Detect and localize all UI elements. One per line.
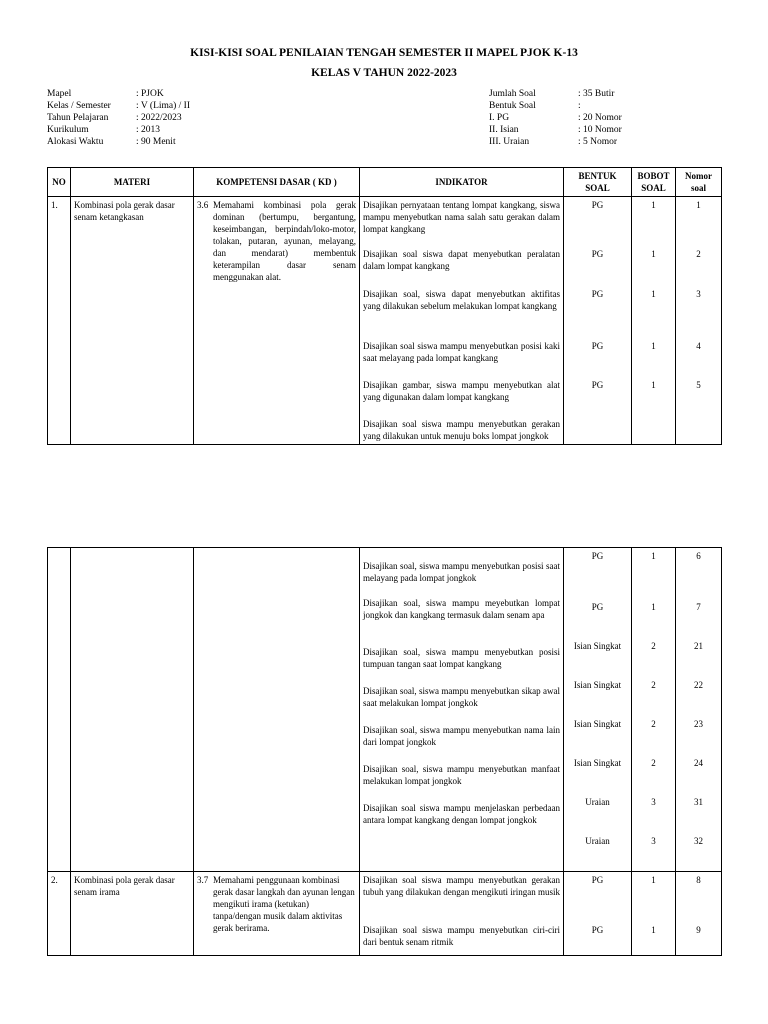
cell-no: 2. [48, 872, 71, 956]
cell-kd [194, 197, 360, 445]
indikator-item: Disajikan soal, siswa mampu menyebutkan posisi saat melayang pada lompat jongkok [363, 561, 560, 583]
nomor-item: 24 [694, 758, 703, 768]
header-no: NO [48, 168, 71, 197]
meta-key: Mapel [47, 89, 72, 99]
kd-text: Memahami penggunaan kombinasi gerak dasar langkah dan ayunan lengan mengikuti irama (ketukan) tanpa/dengan musik dalam aktivitas gerak berirama. [213, 875, 355, 933]
cell-no [48, 548, 71, 872]
cell-materi: Kombinasi pola gerak dasar senam ketangkasan [71, 197, 194, 445]
cell-bobot [632, 872, 676, 956]
nomor-item: 8 [696, 875, 701, 885]
meta-left [47, 88, 190, 148]
nomor-item: 7 [696, 602, 701, 612]
bobot-item: 1 [651, 200, 656, 210]
indikator-item: Disajikan soal, siswa mampu menyebutkan sikap awal saat melakukan lompat jongkok [363, 686, 560, 708]
header-nomor-soal: Nomor soal [676, 168, 722, 197]
nomor-item: 5 [696, 380, 701, 390]
meta-value: : 2022/2023 [136, 113, 182, 123]
meta-value: : V (Lima) / II [136, 101, 190, 111]
document-title: KISI-KISI SOAL PENILAIAN TENGAH SEMESTER II MAPEL PJOK K-13 [190, 47, 578, 59]
bobot-item: 3 [651, 797, 656, 807]
meta-key: Kelas / Semester [47, 101, 111, 111]
meta-right [489, 88, 622, 148]
bentuk-item: PG [591, 925, 604, 935]
indikator-item: Disajikan soal siswa mampu menyebutkan gerakan yang dilakukan untuk menuju boks lompat jongkok [363, 419, 560, 441]
table-header-row [48, 168, 722, 197]
meta-value: : 2013 [136, 125, 161, 135]
kisi-kisi-table-2 [47, 547, 722, 956]
bobot-item: 1 [651, 875, 656, 885]
kd-text: Memahami kombinasi pola gerak dominan (bertumpu, bergantung, keseimbangan, berpindah/loko-motor, tolakan, putaran, ayunan, melayang, dan mendarat) membentuk keterampilan dasar senam menggunakan alat. [213, 200, 356, 282]
bentuk-item: Isian Singkat [573, 641, 622, 651]
bobot-item: 1 [651, 925, 656, 935]
indikator-item: Disajikan pernyataan tentang lompat kangkang, siswa mampu menyebutkan nama salah satu gerakan dalam lompat kangkang [363, 200, 560, 234]
indikator-item: Disajikan soal, siswa mampu menyebutkan posisi tumpuan tangan saat lompat kangkang [363, 647, 560, 669]
bobot-item: 2 [651, 758, 656, 768]
indikator-item: Disajikan soal, siswa mampu meyebutkan lompat jongkok dan kangkang termasuk dalam senam apa [363, 598, 560, 620]
indikator-item: Disajikan gambar, siswa mampu menyebutkan alat yang digunakan dalam lompat kangkang [363, 380, 560, 402]
cell-indikator [360, 197, 564, 445]
bentuk-item: PG [591, 341, 604, 351]
nomor-item: 2 [696, 249, 701, 259]
table-row [48, 548, 722, 872]
cell-bentuk [564, 548, 632, 872]
meta-value: : 90 Menit [136, 137, 176, 147]
indikator-item: Disajikan soal siswa mampu menjelaskan perbedaan antara lompat kangkang dengan lompat jongkok [363, 803, 560, 825]
nomor-item: 31 [694, 797, 703, 807]
cell-kd [194, 548, 360, 872]
header-bentuk-soal: BENTUK SOAL [564, 168, 632, 197]
meta-key: Bentuk Soal [489, 101, 536, 111]
nomor-item: 22 [694, 680, 703, 690]
meta-value: : [578, 101, 581, 111]
nomor-item: 3 [696, 289, 701, 299]
header-kd: KOMPETENSI DASAR ( KD ) [194, 168, 360, 197]
nomor-item: 23 [694, 719, 703, 729]
meta-value: : 10 Nomor [578, 125, 622, 135]
meta-key: I. PG [489, 113, 510, 123]
cell-indikator [360, 872, 564, 956]
indikator-item: Disajikan soal, siswa mampu menyebutkan nama lain dari lompat jongkok [363, 725, 560, 747]
nomor-item: 4 [696, 341, 701, 351]
bobot-item: 1 [651, 341, 656, 351]
meta-value: : 5 Nomor [578, 137, 618, 147]
cell-nomor [676, 548, 722, 872]
bentuk-item: PG [591, 200, 604, 210]
indikator-item: Disajikan soal siswa dapat menyebutkan peralatan dalam lompat kangkang [363, 249, 560, 271]
bobot-item: 3 [651, 836, 656, 846]
kd-number: 3.6 [197, 200, 209, 210]
cell-bobot [632, 197, 676, 445]
bentuk-item: Isian Singkat [573, 719, 622, 729]
bentuk-item: PG [591, 289, 604, 299]
header-materi: MATERI [71, 168, 194, 197]
bobot-item: 1 [651, 380, 656, 390]
meta-key: III. Uraian [489, 137, 530, 147]
bentuk-item: PG [591, 249, 604, 259]
bentuk-item: PG [591, 602, 604, 612]
bentuk-item: Uraian [585, 797, 610, 807]
bobot-item: 1 [651, 551, 656, 561]
indikator-item: Disajikan soal siswa mampu menyebutkan ciri-ciri dari bentuk senam ritmik [363, 925, 560, 947]
nomor-item: 9 [696, 925, 701, 935]
cell-bobot [632, 548, 676, 872]
nomor-item: 1 [696, 200, 701, 210]
header-bobot-soal: BOBOT SOAL [632, 168, 676, 197]
cell-bentuk [564, 197, 632, 445]
bobot-item: 2 [651, 680, 656, 690]
kd-number: 3.7 [197, 875, 209, 885]
meta-key: Alokasi Waktu [47, 137, 104, 147]
bobot-item: 2 [651, 641, 656, 651]
meta-key: Jumlah Soal [489, 89, 536, 99]
document-subtitle: KELAS V TAHUN 2022-2023 [311, 67, 457, 79]
cell-bentuk [564, 872, 632, 956]
meta-key: Kurikulum [47, 125, 89, 135]
nomor-item: 21 [694, 641, 703, 651]
meta-value: : 35 Butir [578, 89, 615, 99]
bentuk-item: PG [591, 380, 604, 390]
cell-nomor [676, 872, 722, 956]
cell-indikator [360, 548, 564, 872]
meta-key: II. Isian [489, 125, 519, 135]
cell-kd [194, 872, 360, 956]
bentuk-item: PG [591, 551, 604, 561]
cell-materi [71, 548, 194, 872]
indikator-item: Disajikan soal siswa mampu menyebutkan gerakan tubuh yang dilakukan dengan mengikuti iringan musik [363, 875, 560, 897]
bobot-item: 2 [651, 719, 656, 729]
cell-nomor [676, 197, 722, 445]
bentuk-item: PG [591, 875, 604, 885]
meta-key: Tahun Pelajaran [47, 113, 109, 123]
cell-materi: Kombinasi pola gerak dasar senam irama [71, 872, 194, 956]
indikator-item: Disajikan soal siswa mampu menyebutkan posisi kaki saat melayang pada lompat kangkang [363, 341, 560, 363]
cell-no: 1. [48, 197, 71, 445]
kisi-kisi-table-1 [47, 167, 722, 445]
table-row [48, 872, 722, 956]
bobot-item: 1 [651, 249, 656, 259]
bobot-item: 1 [651, 289, 656, 299]
bentuk-item: Isian Singkat [573, 758, 622, 768]
meta-value: : 20 Nomor [578, 113, 622, 123]
indikator-item: Disajikan soal, siswa dapat menyebutkan aktifitas yang dilakukan sebelum melakukan lompat kangkang [363, 289, 560, 311]
header-indikator: INDIKATOR [360, 168, 564, 197]
indikator-item: Disajikan soal, siswa mampu menyebutkan manfaat melakukan lompat jongkok [363, 764, 560, 786]
nomor-item: 6 [696, 551, 701, 561]
bobot-item: 1 [651, 602, 656, 612]
meta-value: : PJOK [136, 89, 164, 99]
bentuk-item: Uraian [585, 836, 610, 846]
table-row [48, 197, 722, 445]
nomor-item: 32 [694, 836, 703, 846]
bentuk-item: Isian Singkat [573, 680, 622, 690]
